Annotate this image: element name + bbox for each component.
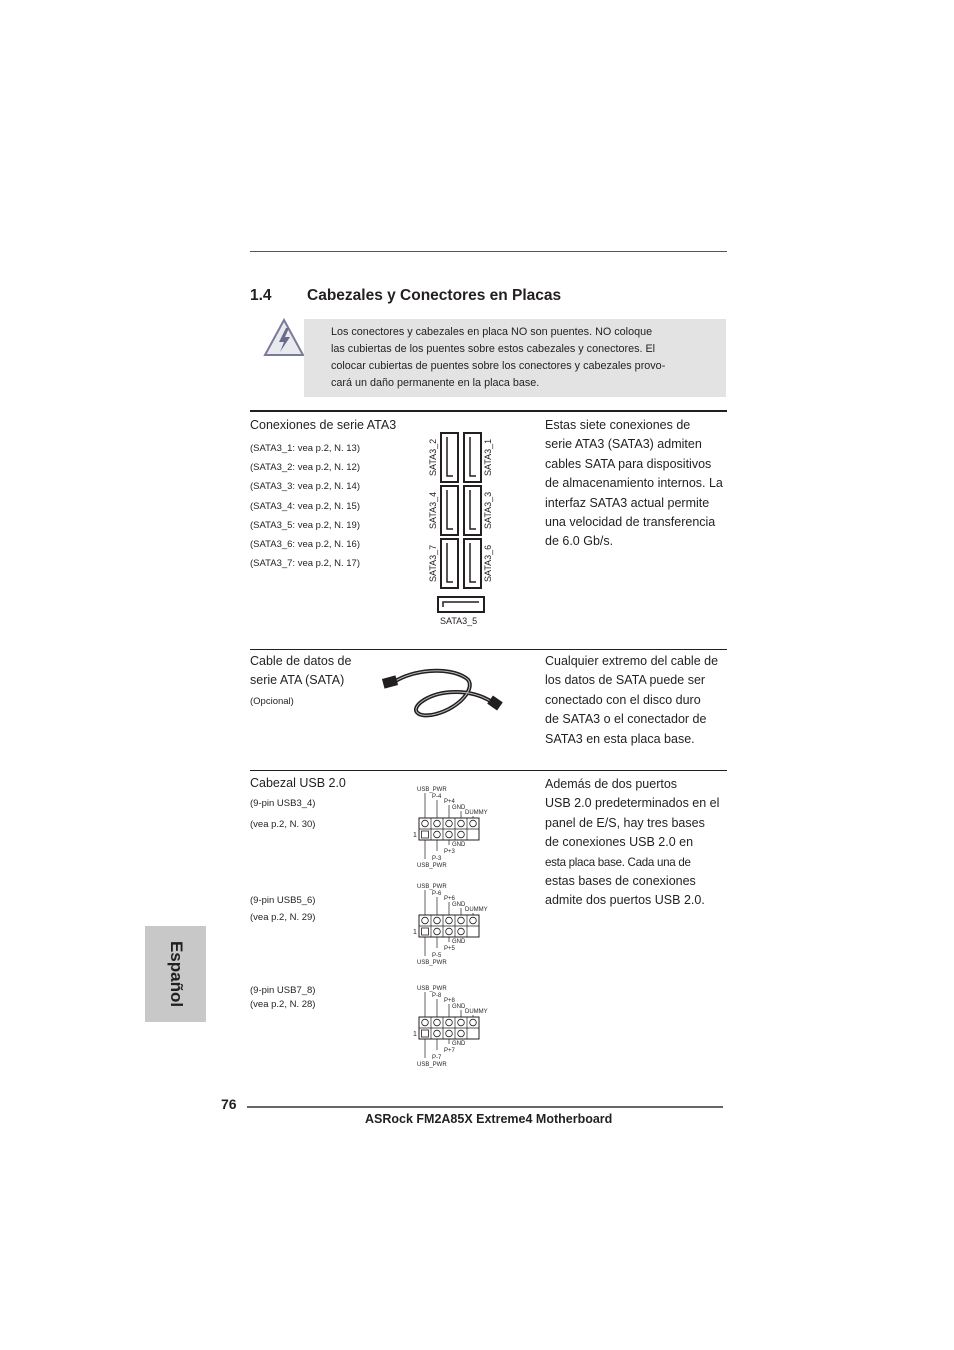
- caution-text: [331, 324, 681, 392]
- sata-port-7-shape: [441, 539, 458, 588]
- usb-desc-line: USB 2.0 predeterminados en el: [545, 796, 720, 811]
- sata-ref: (SATA3_7: vea p.2, N. 17): [250, 558, 361, 570]
- pos-top-label: P+8: [444, 998, 455, 1004]
- usb-header-2-name: (9-pin USB5_6): [250, 895, 316, 906]
- usb-header-3-ref: (vea p.2, N. 28): [250, 999, 316, 1010]
- usb-header-3-name: (9-pin USB7_8): [250, 985, 316, 996]
- language-side-tab: [145, 926, 206, 1022]
- caution-line: colocar cubiertas de puentes sobre los conectores y cabezales provo-: [331, 360, 666, 372]
- neg-top-label: P-4: [432, 794, 442, 800]
- cable-desc-line: conectado con el disco duro: [545, 692, 701, 707]
- sata-cable-image: [378, 664, 508, 726]
- usb-pwr-bot-label: USB_PWR: [417, 863, 447, 869]
- neg-bot-label: P-7: [432, 1055, 442, 1061]
- sata-ref: (SATA3_2: vea p.2, N. 12): [250, 462, 361, 474]
- usb-pwr-bot-label: USB_PWR: [417, 1062, 447, 1068]
- usb-header-1-ref: (vea p.2, N. 30): [250, 819, 316, 830]
- usb-desc-line: esta placa base. Cada una de: [545, 855, 691, 869]
- sata-label-7: SATA3_7: [428, 544, 438, 582]
- sata-desc-line: de almacenamiento internos. La: [545, 476, 723, 491]
- neg-top-label: P-6: [432, 891, 442, 897]
- pin-1-label: 1: [413, 929, 417, 936]
- neg-bot-label: P-3: [432, 856, 442, 862]
- page-number: 76: [221, 1096, 237, 1112]
- gnd-bot-label: GND: [452, 939, 466, 945]
- usb-pwr-label: USB_PWR: [417, 884, 447, 890]
- sata-label-4: SATA3_4: [428, 491, 438, 529]
- usb-header-3-diagram: [410, 982, 500, 1070]
- usb-title: Cabezal USB 2.0: [250, 776, 346, 790]
- usb-pwr-label: USB_PWR: [417, 986, 447, 992]
- cable-desc-line: Cualquier extremo del cable de: [545, 654, 719, 668]
- cable-title-line: Cable de datos de: [250, 654, 352, 668]
- pos-bot-label: P+5: [444, 946, 455, 952]
- dummy-label: DUMMY: [465, 810, 488, 816]
- sata-desc-line: Estas siete conexiones de: [545, 418, 691, 432]
- cable-section-rule: [250, 649, 727, 650]
- sata-label-3: SATA3_3: [483, 491, 493, 529]
- usb-header-2-ref: (vea p.2, N. 29): [250, 912, 316, 923]
- sata-port-6-shape: [464, 539, 481, 588]
- top-rule: [250, 251, 727, 252]
- cable-description: [545, 652, 730, 749]
- sata-port-5-shape: [438, 597, 484, 612]
- sata-connector-diagram: [418, 428, 500, 628]
- sata-desc-line: cables SATA para dispositivos: [545, 456, 712, 471]
- cable-desc-line: SATA3 en esta placa base.: [545, 731, 695, 746]
- sata-label-5: SATA3_5: [440, 616, 478, 626]
- pos-top-label: P+4: [444, 799, 455, 805]
- warning-lightning-icon: [262, 318, 306, 358]
- cable-title-line: serie ATA (SATA): [250, 673, 345, 688]
- cable-note: (Opcional): [250, 696, 294, 707]
- gnd-top-label: GND: [452, 805, 466, 811]
- usb-desc-line: estas bases de conexiones: [545, 874, 696, 889]
- usb-pwr-bot-label: USB_PWR: [417, 960, 447, 966]
- sata-desc-line: serie ATA3 (SATA3) admiten: [545, 437, 702, 452]
- sata-port-1-shape: [464, 433, 481, 482]
- sata-ref: (SATA3_6: vea p.2, N. 16): [250, 539, 361, 551]
- usb-pwr-label: USB_PWR: [417, 787, 447, 793]
- sata-description: [545, 416, 730, 552]
- usb-desc-line: admite dos puertos USB 2.0.: [545, 893, 705, 908]
- language-side-tab-label: Español: [166, 940, 186, 1008]
- pos-bot-label: P+3: [444, 849, 455, 855]
- cable-desc-line: de SATA3 o el conectador de: [545, 712, 707, 727]
- sata-title: Conexiones de serie ATA3: [250, 418, 397, 432]
- caution-line: Los conectores y cabezales en placa NO son puentes. NO coloque: [331, 326, 653, 338]
- cable-title: [250, 652, 351, 691]
- neg-top-label: P-8: [432, 993, 442, 999]
- caution-line: las cubiertas de los puentes sobre estos cabezales y conectores. El: [331, 343, 656, 355]
- caution-line: cará un daño permanente en la placa base.: [331, 377, 540, 389]
- usb-desc-line: panel de E/S, hay tres bases: [545, 815, 705, 830]
- sata-ref: (SATA3_3: vea p.2, N. 14): [250, 481, 361, 493]
- usb-desc-line: de conexiones USB 2.0 en: [545, 835, 694, 850]
- dummy-label: DUMMY: [465, 1009, 488, 1015]
- dummy-label: DUMMY: [465, 907, 488, 913]
- usb-section-rule: [250, 770, 727, 771]
- sata-section-rule: [250, 410, 727, 412]
- section-number: 1.4: [250, 287, 272, 304]
- sata-label-1: SATA3_1: [483, 438, 493, 476]
- sata-ref: (SATA3_5: vea p.2, N. 19): [250, 519, 361, 531]
- sata-refs: [250, 439, 360, 573]
- gnd-bot-label: GND: [452, 842, 466, 848]
- usb-header-1-name: (9-pin USB3_4): [250, 798, 316, 809]
- usb-description: [545, 775, 730, 911]
- sata-label-6: SATA3_6: [483, 544, 493, 582]
- pos-top-label: P+6: [444, 896, 455, 902]
- pin-1-label: 1: [413, 832, 417, 839]
- gnd-bot-label: GND: [452, 1041, 466, 1047]
- sata-port-4-shape: [441, 486, 458, 535]
- sata-desc-line: de 6.0 Gb/s.: [545, 534, 614, 549]
- section-title: Cabezales y Conectores en Placas: [307, 287, 562, 304]
- sata-desc-line: interfaz SATA3 actual permite: [545, 495, 710, 510]
- pos-bot-label: P+7: [444, 1048, 455, 1054]
- sata-label-2: SATA3_2: [428, 438, 438, 476]
- cable-desc-line: los datos de SATA puede ser: [545, 673, 706, 688]
- pin-1-label: 1: [413, 1031, 417, 1038]
- footer-product: ASRock FM2A85X Extreme4 Motherboard: [365, 1112, 613, 1126]
- gnd-top-label: GND: [452, 902, 466, 908]
- sata-ref: (SATA3_4: vea p.2, N. 15): [250, 500, 361, 512]
- gnd-top-label: GND: [452, 1004, 466, 1010]
- sata-port-2-shape: [441, 433, 458, 482]
- usb-desc-line: Además de dos puertos: [545, 777, 678, 791]
- sata-ref: (SATA3_1: vea p.2, N. 13): [250, 443, 361, 454]
- sata-port-3-shape: [464, 486, 481, 535]
- usb-header-2-diagram: [410, 880, 500, 968]
- usb-header-1-diagram: [410, 783, 500, 871]
- footer-rule: [247, 1106, 723, 1108]
- sata-desc-line: una velocidad de transferencia: [545, 515, 716, 530]
- neg-bot-label: P-5: [432, 953, 442, 959]
